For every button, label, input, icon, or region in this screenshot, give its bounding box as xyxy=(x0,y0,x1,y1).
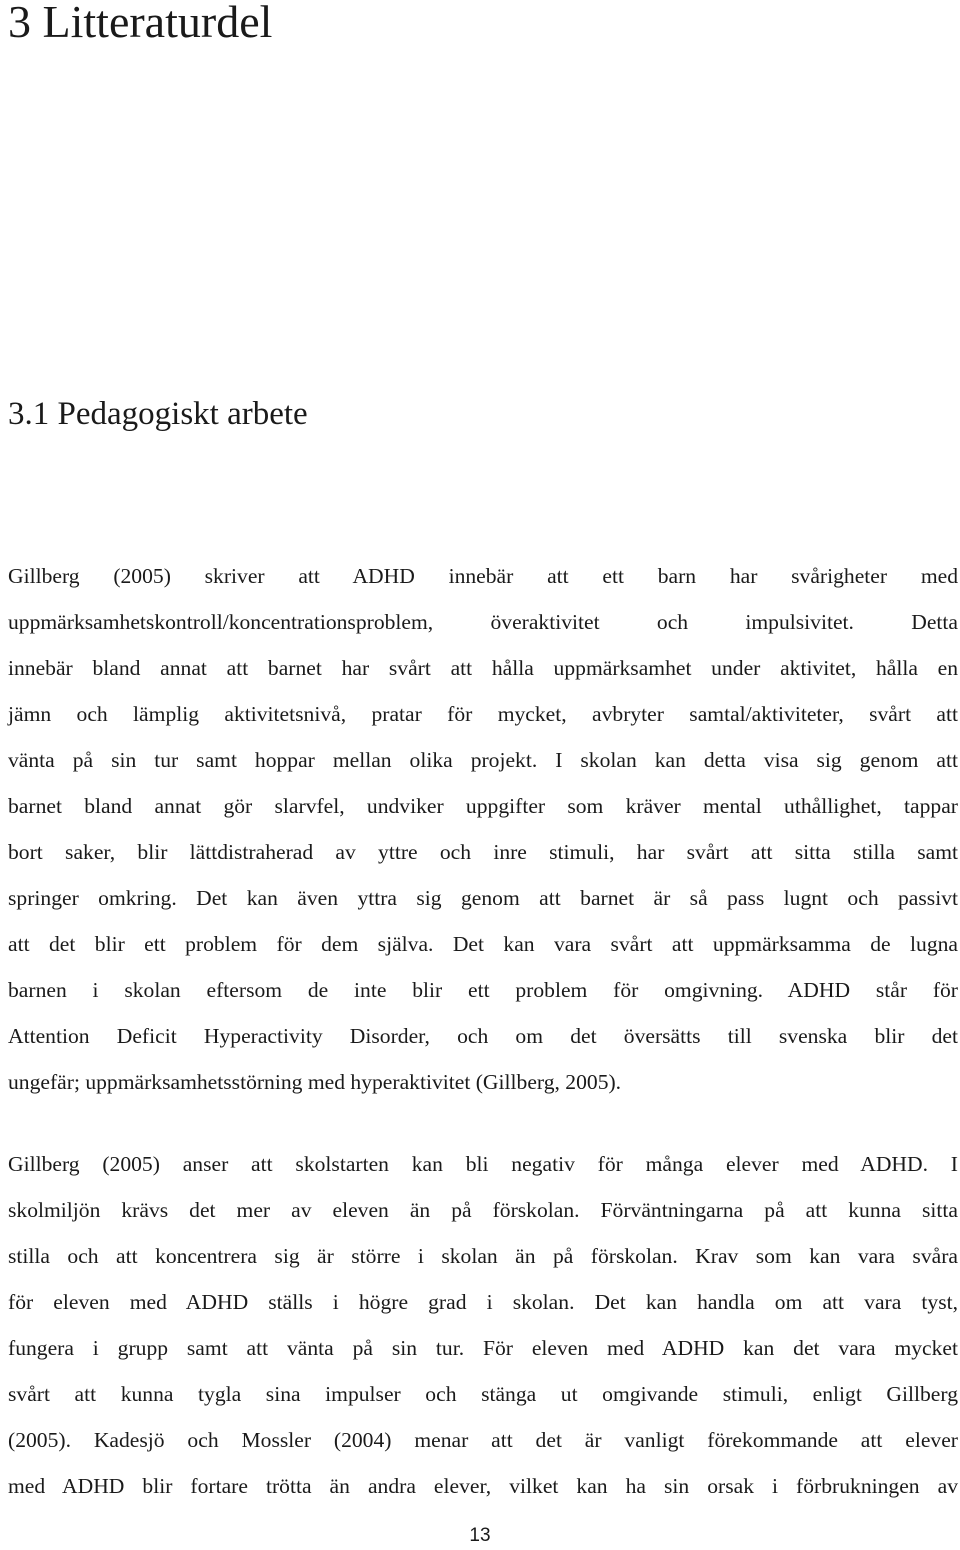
text-line: vänta på sin tur samt hoppar mellan olika projekt. I skolan kan detta visa sig genom att xyxy=(8,748,958,772)
text-line: barnet bland annat gör slarvfel, undviker uppgifter som kräver mental uthållighet, tappar xyxy=(8,794,958,818)
section-heading: 3.1 Pedagogiskt arbete xyxy=(8,396,308,432)
paragraph-2 xyxy=(8,1141,958,1509)
text-line: Gillberg (2005) anser att skolstarten kan bli negativ för många elever med ADHD. I xyxy=(8,1152,958,1176)
text-line: jämn och lämplig aktivitetsnivå, pratar för mycket, avbryter samtal/aktiviteter, svårt att xyxy=(8,702,958,726)
text-line: (2005). Kadesjö och Mossler (2004) menar att det är vanligt förekommande att elever xyxy=(8,1428,958,1452)
text-line: svårt att kunna tygla sina impulser och stänga ut omgivande stimuli, enligt Gillberg xyxy=(8,1382,958,1406)
text-line: med ADHD blir fortare trötta än andra elever, vilket kan ha sin orsak i förbrukningen av xyxy=(8,1474,958,1498)
text-line: bort saker, blir lättdistraherad av yttre och inre stimuli, har svårt att sitta stilla samt xyxy=(8,840,958,864)
text-line: barnen i skolan eftersom de inte blir ett problem för omgivning. ADHD står för xyxy=(8,978,958,1002)
text-line: innebär bland annat att barnet har svårt att hålla uppmärksamhet under aktivitet, hålla en xyxy=(8,656,958,680)
text-line: ungefär; uppmärksamhetsstörning med hyperaktivitet (Gillberg, 2005). xyxy=(8,1070,622,1094)
text-line: Gillberg (2005) skriver att ADHD innebär att ett barn har svårigheter med xyxy=(8,564,958,588)
text-line: för eleven med ADHD ställs i högre grad i skolan. Det kan handla om att vara tyst, xyxy=(8,1290,958,1314)
text-line: stilla och att koncentrera sig är större i skolan än på förskolan. Krav som kan vara svåra xyxy=(8,1244,958,1268)
text-line: att det blir ett problem för dem själva. Det kan vara svårt att uppmärksamma de lugna xyxy=(8,932,958,956)
text-line: uppmärksamhetskontroll/koncentrationsproblem, överaktivitet och impulsivitet. Detta xyxy=(8,610,958,634)
text-line: fungera i grupp samt att vänta på sin tur. För eleven med ADHD kan det vara mycket xyxy=(8,1336,958,1360)
text-line: Attention Deficit Hyperactivity Disorder, och om det översätts till svenska blir det xyxy=(8,1024,958,1048)
page-number: 13 xyxy=(469,1525,491,1546)
text-line: skolmiljön krävs det mer av eleven än på förskolan. Förväntningarna på att kunna sitta xyxy=(8,1198,958,1222)
paragraph-1 xyxy=(8,553,958,1105)
chapter-heading: 3 Litteraturdel xyxy=(8,0,273,47)
text-line: springer omkring. Det kan även yttra sig genom att barnet är så pass lugnt och passivt xyxy=(8,886,958,910)
